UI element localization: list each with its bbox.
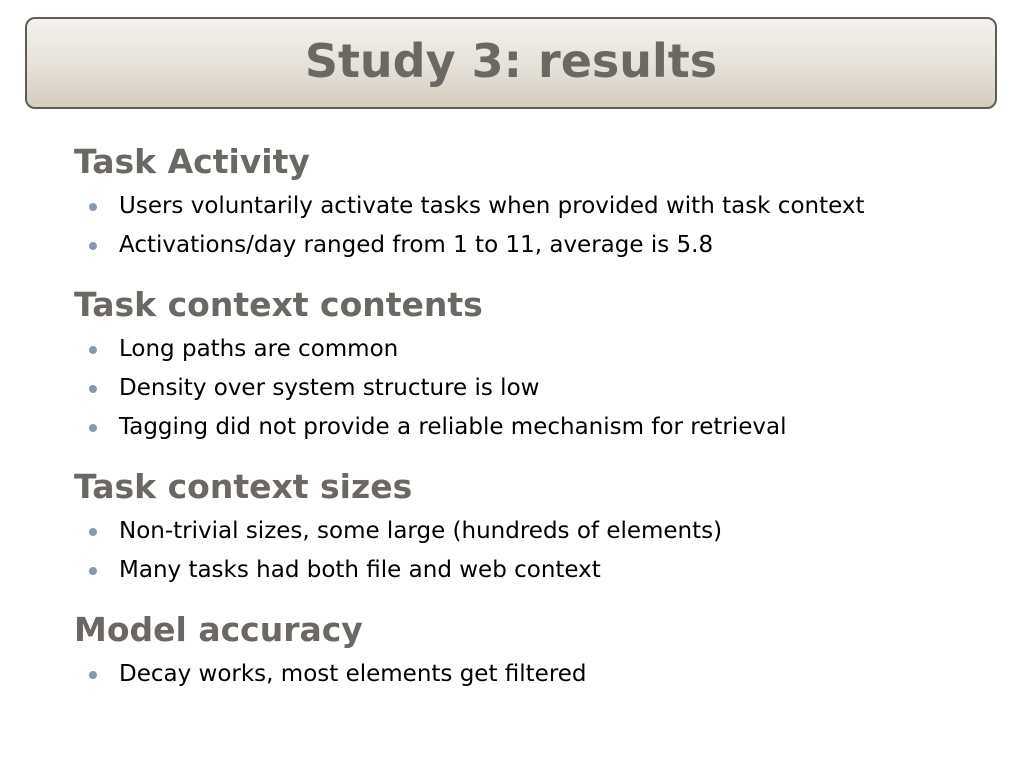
bullet-item xyxy=(74,226,994,265)
bullet-item xyxy=(74,408,994,447)
slide-body xyxy=(74,140,994,712)
section-heading: Task Activity xyxy=(74,142,310,181)
bullet-text: Density over system structure is low xyxy=(119,375,540,401)
bullet-dot-icon xyxy=(89,567,97,575)
bullet-dot-icon xyxy=(89,203,97,211)
bullet-dot-icon xyxy=(89,385,97,393)
section-heading: Task context contents xyxy=(74,285,483,324)
bullet-list xyxy=(74,655,994,694)
bullet-item xyxy=(74,369,994,408)
bullet-list xyxy=(74,187,994,265)
bullet-list xyxy=(74,330,994,447)
bullet-item xyxy=(74,551,994,590)
bullet-item xyxy=(74,655,994,694)
section-heading: Model accuracy xyxy=(74,610,363,649)
bullet-text: Many tasks had both file and web context xyxy=(119,557,601,583)
bullet-text: Decay works, most elements get filtered xyxy=(119,661,587,687)
bullet-item xyxy=(74,512,994,551)
bullet-dot-icon xyxy=(89,528,97,536)
slide-title: Study 3: results xyxy=(304,34,718,88)
bullet-dot-icon xyxy=(89,424,97,432)
section-task-context-sizes xyxy=(74,465,994,590)
section-heading: Task context sizes xyxy=(74,467,413,506)
slide-title-bar xyxy=(25,17,997,109)
bullet-dot-icon xyxy=(89,346,97,354)
bullet-text: Users voluntarily activate tasks when provided with task context xyxy=(119,193,865,219)
bullet-list xyxy=(74,512,994,590)
bullet-text: Long paths are common xyxy=(119,336,399,362)
bullet-text: Activations/day ranged from 1 to 11, average is 5.8 xyxy=(119,232,714,258)
bullet-dot-icon xyxy=(89,242,97,250)
section-model-accuracy xyxy=(74,608,994,694)
bullet-item xyxy=(74,330,994,369)
bullet-text: Non-trivial sizes, some large (hundreds of elements) xyxy=(119,518,723,544)
bullet-item xyxy=(74,187,994,226)
section-task-context-contents xyxy=(74,283,994,447)
section-task-activity xyxy=(74,140,994,265)
bullet-text: Tagging did not provide a reliable mechanism for retrieval xyxy=(119,414,787,440)
bullet-dot-icon xyxy=(89,671,97,679)
